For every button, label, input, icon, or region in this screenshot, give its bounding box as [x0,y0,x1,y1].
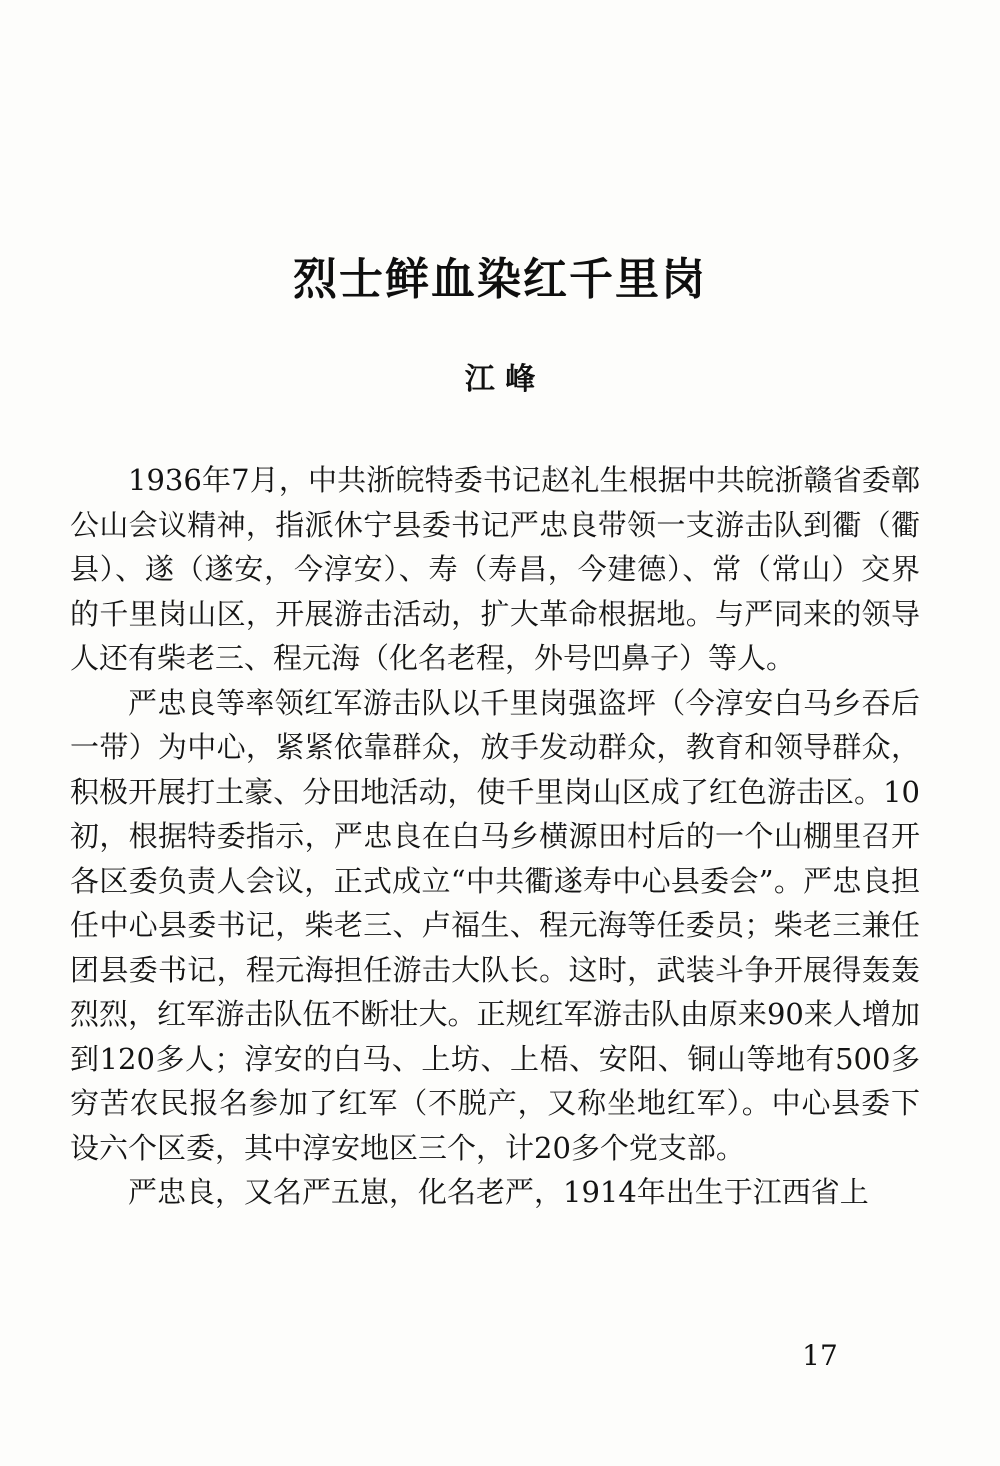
article-body [70,458,920,1215]
page-number: 17 [802,1339,838,1372]
article-author: 江 峰 [464,362,536,397]
body-paragraph-1: 1936年7月，中共浙皖特委书记赵礼生根据中共皖浙赣省委鄣公山会议精神，指派休宁县委书记严忠良带领一支游击队到衢（衢县）、遂（遂安，今淳安）、寿（寿昌，今建德）、常（常山）交界的千里岗山区，开展游击活动，扩大革命根据地。与严同来的领导人还有柴老三、程元海（化名老程，外号凹鼻子）等人。 [70,463,920,675]
article-title: 烈士鲜血染红千里岗 [293,254,707,305]
body-paragraph-3: 严忠良，又名严五崽，化名老严，1914年出生于江西省上 [128,1175,869,1209]
body-paragraph-2: 严忠良等率领红军游击队以千里岗强盗坪（今淳安白马乡吞后一带）为中心，紧紧依靠群众，放手发动群众，教育和领导群众，积极开展打土豪、分田地活动，使千里岗山区成了红色游击区。10初，根据特委指示，严忠良在白马乡横源田村后的一个山棚里召开各区委负责人会议，正式成立“中共衢遂寿中心县委会”。严忠良担任中心县委书记，柴老三、卢福生、程元海等任委员；柴老三兼任团县委书记，程元海担任游击大队长。这时，武装斗争开展得轰轰烈烈，红军游击队伍不断壮大。正规红军游击队由原来90来人增加到120多人；淳安的白马、上坊、上梧、安阳、铜山等地有500多穷苦农民报名参加了红军（不脱产，又称坐地红军）。中心县委下设六个区委，其中淳安地区三个，计20多个党支部。 [70,685,920,1165]
